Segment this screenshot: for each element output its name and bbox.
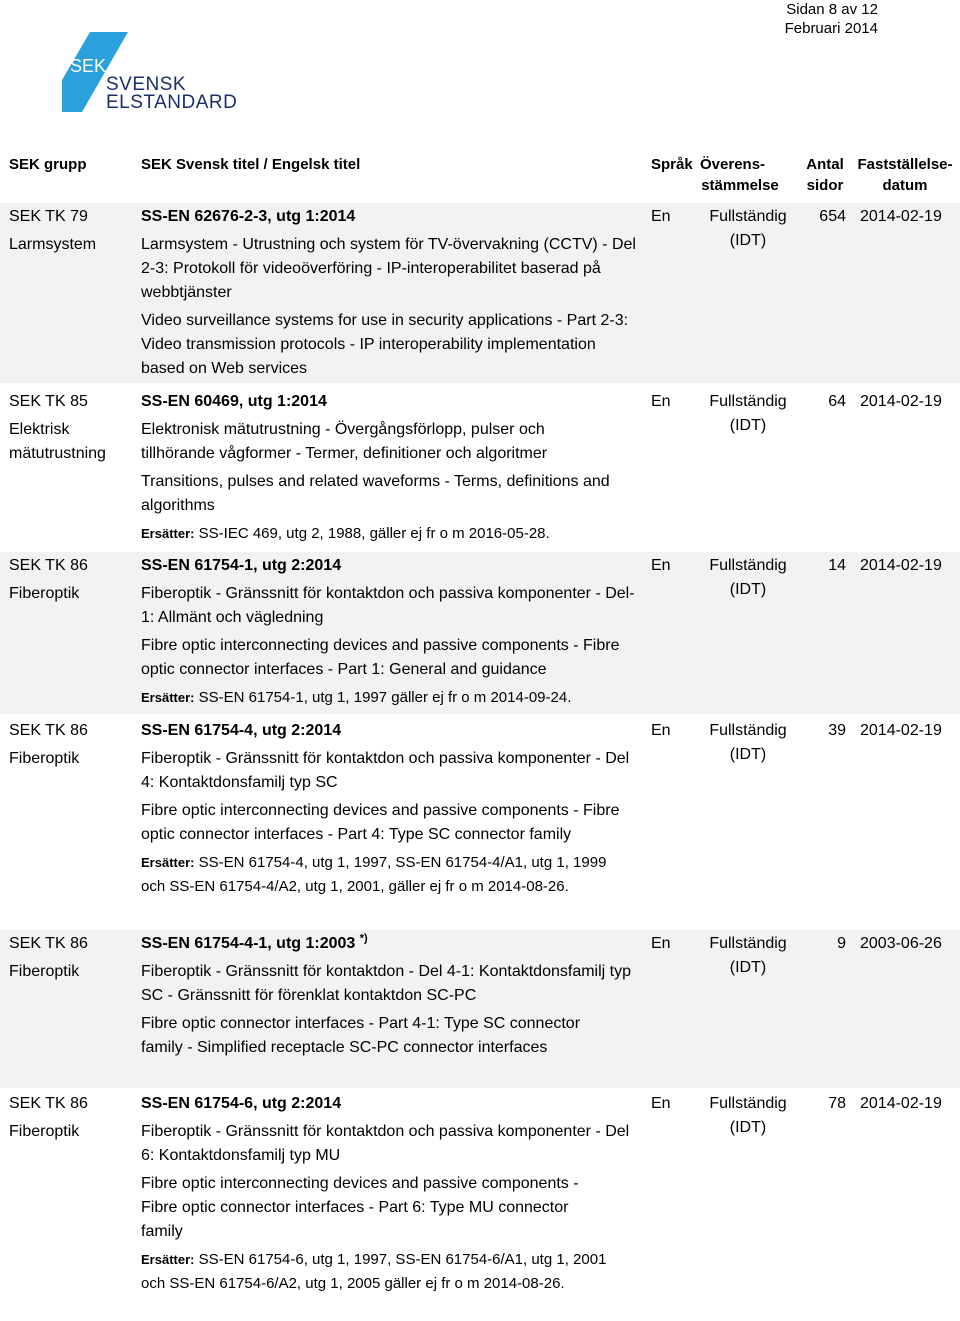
replaces-label: Ersätter: — [141, 855, 195, 870]
group-code: SEK TK 79 — [9, 208, 88, 225]
date-cell: 2014-02-19 — [860, 1095, 942, 1112]
table-row — [0, 388, 960, 548]
logo-line-elstandard: ELSTANDARD — [106, 92, 238, 113]
replaces-text: SS-EN 61754-6, utg 1, 1997, SS-EN 61754-6/A1, utg 1, 2001 och SS-EN 61754-6/A2, utg 1, 2005 gäller ej fr o m 2014-08-26. — [141, 1251, 607, 1292]
header-agreement — [700, 154, 780, 196]
standard-number: SS-EN 62676-2-3, utg 1:2014 — [141, 208, 356, 225]
group-name: Fiberoptik — [9, 1123, 80, 1140]
pages-cell: 78 — [828, 1095, 846, 1112]
group-code: SEK TK 86 — [9, 722, 88, 739]
table-row — [0, 1090, 960, 1321]
agreement-cell: Fullständig (IDT) — [709, 393, 787, 434]
group-cell — [9, 205, 129, 261]
header-date-line2: datum — [882, 177, 928, 194]
title-cell — [141, 554, 641, 714]
date-cell: 2014-02-19 — [860, 208, 942, 225]
header-language: Språk — [651, 156, 693, 173]
header-agreement-line1: Överens- — [700, 156, 766, 173]
pages-cell: 39 — [828, 722, 846, 739]
language-cell: En — [651, 557, 671, 574]
swedish-title: Larmsystem - Utrustning och system för TV-övervakning (CCTV) - Del 2-3: Protokoll för videoöverföring - IP-interoperabilitet baserad på webbtjänster — [141, 236, 636, 301]
agreement-cell: Fullständig (IDT) — [709, 722, 787, 763]
group-cell — [9, 719, 129, 775]
header-agreement-line2: stämmelse — [701, 177, 779, 194]
page-info — [785, 0, 878, 38]
replaces-note — [141, 1248, 611, 1296]
header-pages — [800, 154, 850, 196]
english-title: Transitions, pulses and related waveforms - Terms, definitions and algorithms — [141, 473, 610, 514]
group-cell — [9, 390, 129, 470]
date-cell: 2014-02-19 — [860, 557, 942, 574]
agreement-cell: Fullständig (IDT) — [709, 1095, 787, 1136]
language-cell: En — [651, 393, 671, 410]
title-cell — [141, 205, 641, 385]
group-code: SEK TK 86 — [9, 935, 88, 952]
swedish-title: Fiberoptik - Gränssnitt för kontaktdon och passiva komponenter - Del-1: Allmänt och vägledning — [141, 585, 635, 626]
swedish-title: Fiberoptik - Gränssnitt för kontaktdon och passiva komponenter - Del 4: Kontaktdonsfamilj typ SC — [141, 750, 630, 791]
standard-number: SS-EN 61754-4, utg 2:2014 — [141, 722, 342, 739]
swedish-title: Fiberoptik - Gränssnitt för kontaktdon - Del 4-1: Kontaktdonsfamilj typ SC - Gränssnitt för förenklat kontaktdon SC-PC — [141, 963, 631, 1004]
english-title: Fibre optic interconnecting devices and passive components - Fibre optic connector interfaces - Part 1: General and guidance — [141, 637, 620, 678]
page-number: Sidan 8 av 12 — [786, 1, 878, 18]
header-date-line1: Fastställelse- — [857, 156, 953, 173]
language-cell: En — [651, 1095, 671, 1112]
table-row — [0, 552, 960, 714]
english-title: Fibre optic interconnecting devices and passive components - Fibre optic connector interfaces - Part 4: Type SC connector family — [141, 802, 620, 843]
table-row — [0, 717, 960, 927]
english-title: Video surveillance systems for use in security applications - Part 2-3: Video transmission protocols - IP interoperability implementation based on Web services — [141, 312, 629, 377]
sek-logo — [62, 32, 238, 118]
title-cell — [141, 932, 641, 1064]
title-cell — [141, 1092, 641, 1300]
group-code: SEK TK 86 — [9, 1095, 88, 1112]
pages-cell: 9 — [837, 935, 846, 952]
replaces-text: SS-IEC 469, utg 2, 1988, gäller ej fr o m 2016-05-28. — [198, 525, 550, 542]
language-cell: En — [651, 208, 671, 225]
group-name: Fiberoptik — [9, 750, 80, 767]
title-cell — [141, 719, 641, 903]
group-name: Fiberoptik — [9, 585, 80, 602]
pages-cell: 654 — [819, 208, 846, 225]
group-cell — [9, 932, 129, 988]
group-name: Fiberoptik — [9, 963, 80, 980]
header-pages-line1: Antal — [806, 156, 844, 173]
title-cell — [141, 390, 641, 550]
replaces-note — [141, 686, 641, 710]
replaces-label: Ersätter: — [141, 690, 195, 705]
header-group: SEK grupp — [9, 156, 87, 173]
header-date — [855, 154, 955, 196]
standard-number: SS-EN 61754-6, utg 2:2014 — [141, 1095, 342, 1112]
date-cell: 2003-06-26 — [860, 935, 942, 952]
table-row — [0, 930, 960, 1088]
date-cell: 2014-02-19 — [860, 393, 942, 410]
standard-number: SS-EN 60469, utg 1:2014 — [141, 393, 327, 410]
header-title: SEK Svensk titel / Engelsk titel — [141, 156, 361, 173]
group-code: SEK TK 86 — [9, 557, 88, 574]
replaces-label: Ersätter: — [141, 1252, 195, 1267]
logo-line-svensk: SVENSK — [106, 74, 187, 95]
pages-cell: 64 — [828, 393, 846, 410]
replaces-text: SS-EN 61754-4, utg 1, 1997, SS-EN 61754-4/A1, utg 1, 1999 och SS-EN 61754-4/A2, utg 1, 2001, gäller ej fr o m 2014-08-26. — [141, 854, 607, 895]
replaces-note — [141, 851, 611, 899]
replaces-text: SS-EN 61754-1, utg 1, 1997 gäller ej fr o m 2014-09-24. — [198, 689, 572, 706]
replaces-note — [141, 522, 641, 546]
swedish-title: Fiberoptik - Gränssnitt för kontaktdon och passiva komponenter - Del 6: Kontaktdonsfamilj typ MU — [141, 1123, 630, 1164]
standard-number — [141, 932, 641, 956]
english-title: Fibre optic interconnecting devices and passive components - Fibre optic connector interfaces - Part 6: Type MU connector family — [141, 1175, 579, 1240]
page-date: Februari 2014 — [784, 20, 878, 37]
group-cell — [9, 554, 129, 610]
pages-cell: 14 — [828, 557, 846, 574]
table-row — [0, 203, 960, 383]
replaces-label: Ersätter: — [141, 526, 195, 541]
group-name: Elektrisk mätutrustning — [9, 421, 106, 462]
group-name: Larmsystem — [9, 236, 97, 253]
language-cell: En — [651, 722, 671, 739]
agreement-cell: Fullständig (IDT) — [709, 557, 787, 598]
agreement-cell: Fullständig (IDT) — [709, 208, 787, 249]
header-pages-line2: sidor — [806, 177, 844, 194]
footnote-marker: *) — [359, 932, 368, 945]
logo-sek-text: SEK — [70, 56, 107, 76]
english-title: Fibre optic connector interfaces - Part 4-1: Type SC connector family - Simplified receptacle SC-PC connector interfaces — [141, 1015, 581, 1056]
standard-number-text: SS-EN 61754-4-1, utg 1:2003 — [141, 935, 356, 952]
group-cell — [9, 1092, 129, 1148]
date-cell: 2014-02-19 — [860, 722, 942, 739]
language-cell: En — [651, 935, 671, 952]
swedish-title: Elektronisk mätutrustning - Övergångsförlopp, pulser och tillhörande vågformer - Termer, definitioner och algoritmer — [141, 421, 548, 462]
group-code: SEK TK 85 — [9, 393, 88, 410]
agreement-cell: Fullständig (IDT) — [709, 935, 787, 976]
standard-number: SS-EN 61754-1, utg 2:2014 — [141, 557, 342, 574]
